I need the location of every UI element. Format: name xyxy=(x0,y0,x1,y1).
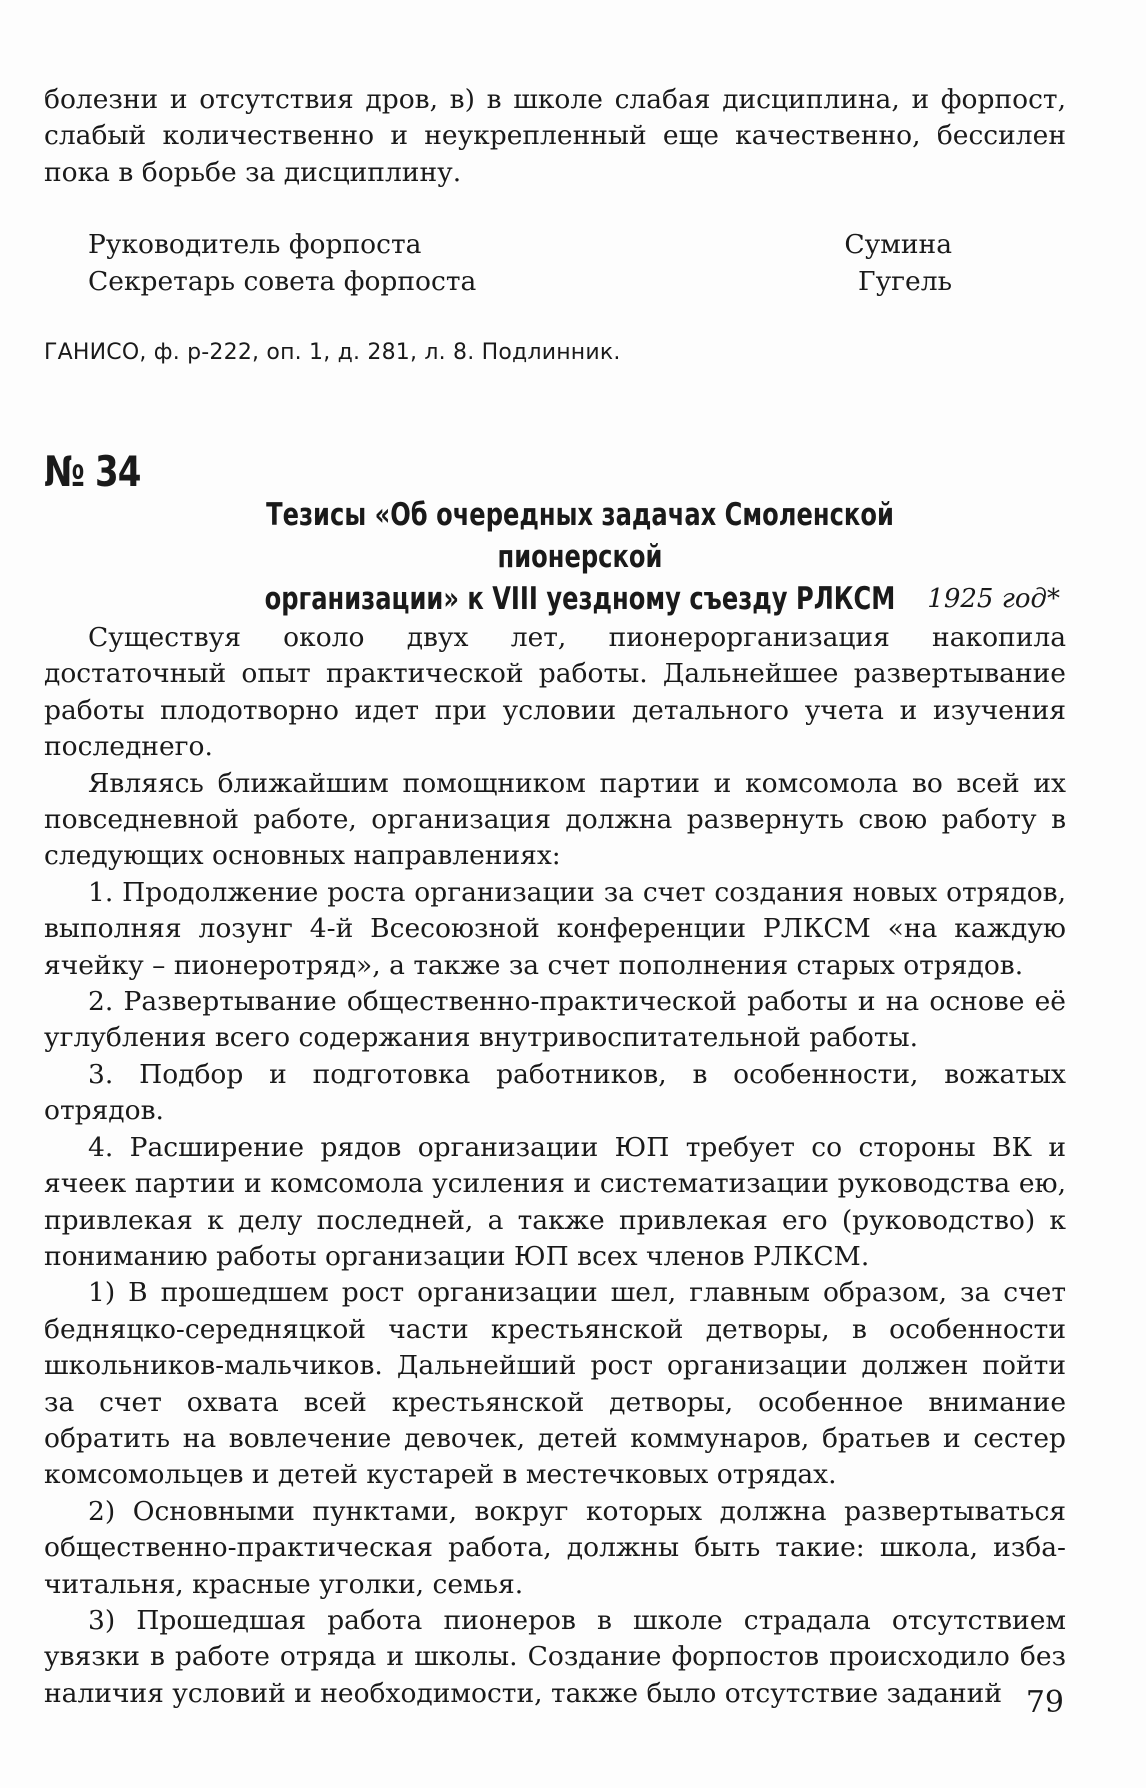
document-title-line: Тезисы «Об очередных задачах Смоленской пионерской xyxy=(266,497,894,575)
body-paragraph: 2. Развертывание общественно-практической работы и на основе её углубления всего содержания внутривоспитательной работы. xyxy=(44,986,1066,1054)
body-paragraph: 3. Подбор и подготовка работников, в особенности, вожатых отрядов. xyxy=(44,1058,1066,1127)
page-number: 79 xyxy=(1025,1685,1064,1720)
signature-row xyxy=(88,226,952,263)
body-paragraph: 1. Продолжение роста организации за счет создания новых отрядов, выполняя лозунг 4-й Всесоюзной конференции РЛКСМ «на каждую ячейку – пионеротряд», а также за счет пополнения старых отрядов. xyxy=(44,876,1066,981)
top-paragraph xyxy=(44,82,1066,191)
body-paragraph: 1) В прошедшем рост организации шел, главным образом, за счет бедняцко-середняцкой части крестьянской детворы, в особенности школьников-мальчиков. Дальнейший рост организации должен пойти за счет охвата всей крестьянской детворы, особенное внимание обратить на вовлечение девочек, детей коммунаров, братьев и сестер комсомольцев и детей кустарей в местечковых отрядах. xyxy=(44,1277,1066,1491)
signature-row xyxy=(88,263,952,300)
body-paragraph: 3) Прошедшая работа пионеров в школе страдала отсутствием увязки в работе отряда и школы. Создание форпостов происходило без наличия условий и необходимости, также было отсутствие заданий xyxy=(44,1604,1066,1709)
document-title xyxy=(206,494,955,620)
signature-block xyxy=(88,226,952,300)
document-title-line: организации» к VIII уездному съезду РЛКСМ xyxy=(264,581,896,617)
body-paragraph: 4. Расширение рядов организации ЮП требует со стороны ВК и ячеек партии и комсомола усиления и систематизации руководства ею, привлекая к делу последней, а также привлекая его (руководство) к пониманию работы организации ЮП всех членов РЛКСМ. xyxy=(44,1131,1066,1272)
signature-name: Гугель xyxy=(858,266,952,297)
signature-role: Руководитель форпоста xyxy=(88,229,422,260)
signature-name: Сумина xyxy=(844,229,952,260)
document-number: № 34 xyxy=(44,447,141,496)
body-paragraph: Существуя около двух лет, пионерорганизация накопила достаточный опыт практической работы. Дальнейшее развертывание работы плодотворно идет при условии детального учета и изучения последнего. xyxy=(44,622,1066,763)
body-paragraph: Являясь ближайшим помощником партии и комсомола во всей их повседневной работе, организация должна развернуть свою работу в следующих основных направлениях: xyxy=(44,767,1066,872)
body-paragraph: 2) Основными пунктами, вокруг которых должна развертываться общественно-практическая работа, должны быть такие: школа, изба-читальня, красные уголки, семья. xyxy=(44,1495,1066,1600)
signature-role: Секретарь совета форпоста xyxy=(88,266,477,297)
document-body xyxy=(44,620,1066,1712)
top-paragraph-text: болезни и отсутствия дров, в) в школе слабая дисциплина, и форпост, слабый количественно и неукрепленный еще качественно, бессилен пока в борьбе за дисциплину. xyxy=(44,84,1066,188)
archive-reference: ГАНИСО, ф. р-222, оп. 1, д. 281, л. 8. Подлинник. xyxy=(44,340,621,365)
document-date: 1925 год* xyxy=(927,584,1060,614)
